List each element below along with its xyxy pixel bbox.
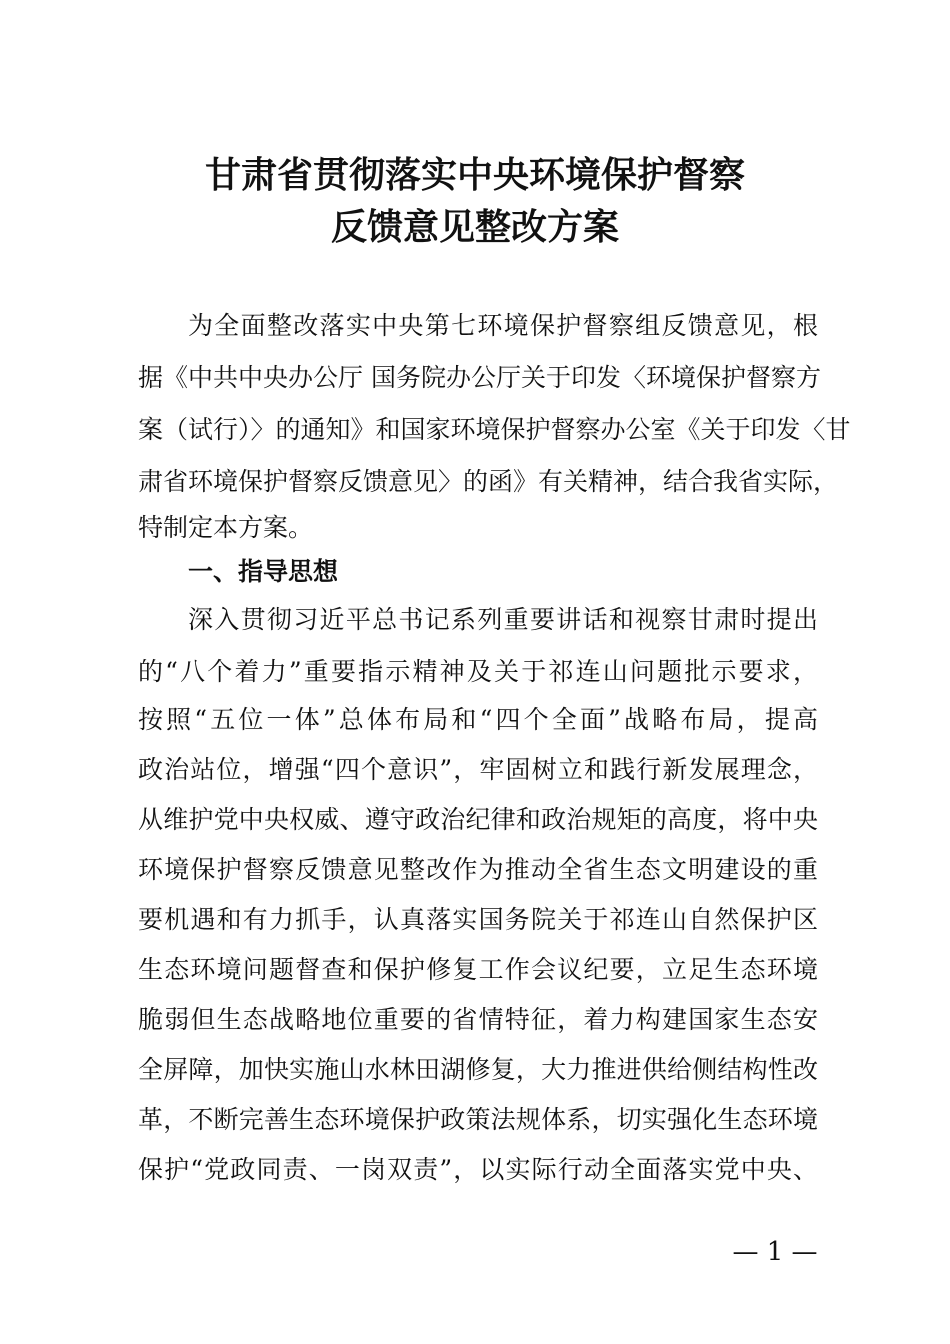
- intro-line-5: 特制定本方案。: [138, 513, 314, 542]
- section1-line-5: 从维护党中央权威、遵守政治纪律和政治规矩的高度，将中央: [138, 805, 818, 834]
- section1-line-4: 政治站位，增强“四个意识”，牢固树立和践行新发展理念，: [138, 755, 818, 784]
- intro-line-4: 肃省环境保护督察反馈意见〉的函》有关精神，结合我省实际，: [138, 467, 839, 496]
- section1-line-12: 保护“党政同责、一岗双责”，以实际行动全面落实党中央、: [138, 1155, 818, 1184]
- section1-line-11: 革，不断完善生态环境保护政策法规体系，切实强化生态环境: [138, 1105, 818, 1134]
- document-title-line-1: 甘肃省贯彻落实中央环境保护督察: [204, 154, 745, 196]
- section1-line-6: 环境保护督察反馈意见整改作为推动全省生态文明建设的重: [138, 855, 818, 884]
- section1-line-2: 的“八个着力”重要指示精神及关于祁连山问题批示要求，: [138, 657, 818, 686]
- document-title-line-2: 反馈意见整改方案: [330, 206, 619, 248]
- intro-line-3: 案（试行）〉的通知》和国家环境保护督察办公室《关于印发〈甘: [138, 415, 851, 444]
- section1-line-9: 脆弱但生态战略地位重要的省情特征，着力构建国家生态安: [138, 1005, 818, 1034]
- section1-line-10: 全屏障，加快实施山水林田湖修复，大力推进供给侧结构性改: [138, 1055, 818, 1084]
- page-number: — 1 —: [732, 1237, 818, 1267]
- section-heading-guiding-ideology: 一、指导思想: [188, 557, 339, 586]
- intro-line-1: 为全面整改落实中央第七环境保护督察组反馈意见，根: [188, 311, 818, 340]
- section1-line-7: 要机遇和有力抓手，认真落实国务院关于祁连山自然保护区: [138, 905, 818, 934]
- section1-line-1: 深入贯彻习近平总书记系列重要讲话和视察甘肃时提出: [188, 605, 818, 634]
- section1-line-8: 生态环境问题督查和保护修复工作会议纪要，立足生态环境: [138, 955, 818, 984]
- section1-line-3: 按照“五位一体”总体布局和“四个全面”战略布局，提高: [138, 705, 818, 734]
- intro-line-2: 据《中共中央办公厅 国务院办公厅关于印发〈环境保护督察方: [138, 363, 821, 392]
